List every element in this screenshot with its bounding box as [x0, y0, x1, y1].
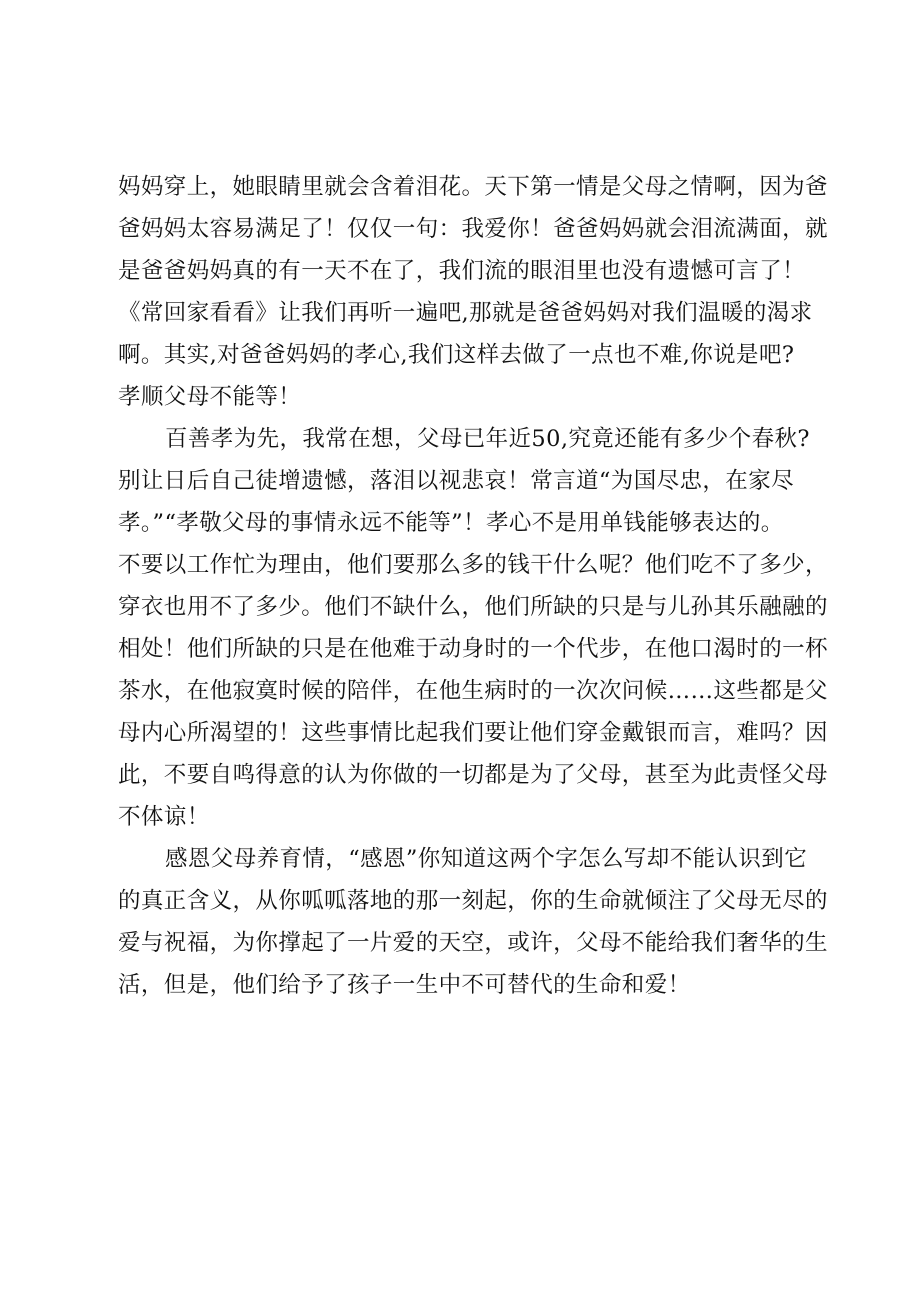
text-line: 孝。”“孝敬父母的事情永远不能等”！孝心不是用单钱能够表达的。	[118, 510, 784, 536]
text-line: 百善孝为先，我常在想，父母已年近50,究竟还能有多少个春秋?	[165, 426, 810, 452]
text-line: 的真正含义，从你呱呱落地的那一刻起，你的生命就倾注了父母无尽的	[118, 888, 828, 914]
document-body	[118, 166, 860, 1006]
text-line: 别让日后自己徒增遗憾，落泪以视悲哀！常言道“为国尽忠，在家尽	[118, 468, 795, 494]
text-line: 活，但是，他们给予了孩子一生中不可替代的生命和爱！	[118, 972, 691, 998]
text-line: 此，不要自鸣得意的认为你做的一切都是为了父母，甚至为此责怪父母	[118, 762, 828, 788]
paragraph-2	[118, 418, 860, 838]
text-line: 爱与祝福，为你撑起了一片爱的天空，或许，父母不能给我们奢华的生	[118, 930, 828, 956]
paragraph-3	[118, 838, 860, 1006]
text-line: 妈妈穿上，她眼睛里就会含着泪花。天下第一情是父母之情啊，因为爸	[118, 174, 828, 200]
text-line: 穿衣也用不了多少。他们不缺什么，他们所缺的只是与儿孙其乐融融的	[118, 594, 828, 620]
text-line: 茶水，在他寂寞时候的陪伴，在他生病时的一次次问候……这些都是父	[118, 678, 828, 704]
text-line: 爸妈妈太容易满足了！仅仅一句：我爱你！爸爸妈妈就会泪流满面，就	[118, 216, 828, 242]
text-line: 不要以工作忙为理由，他们要那么多的钱干什么呢？他们吃不了多少，	[118, 552, 828, 578]
paragraph-1	[118, 166, 860, 418]
text-line: 孝顺父母不能等！	[118, 384, 302, 410]
text-line: 母内心所渴望的！这些事情比起我们要让他们穿金戴银而言，难吗？因	[118, 720, 828, 746]
text-line: 相处！他们所缺的只是在他难于动身时的一个代步，在他口渴时的一杯	[118, 636, 828, 662]
text-line: 是爸爸妈妈真的有一天不在了，我们流的眼泪里也没有遗憾可言了！	[118, 258, 806, 284]
text-line: 《常回家看看》让我们再听一遍吧,那就是爸爸妈妈对我们温暖的渴求	[118, 300, 813, 326]
text-line: 啊。其实,对爸爸妈妈的孝心,我们这样去做了一点也不难,你说是吧?	[118, 342, 795, 368]
text-line: 不体谅！	[118, 804, 210, 830]
text-line: 感恩父母养育情，“感恩”你知道这两个字怎么写却不能认识到它	[165, 846, 808, 872]
